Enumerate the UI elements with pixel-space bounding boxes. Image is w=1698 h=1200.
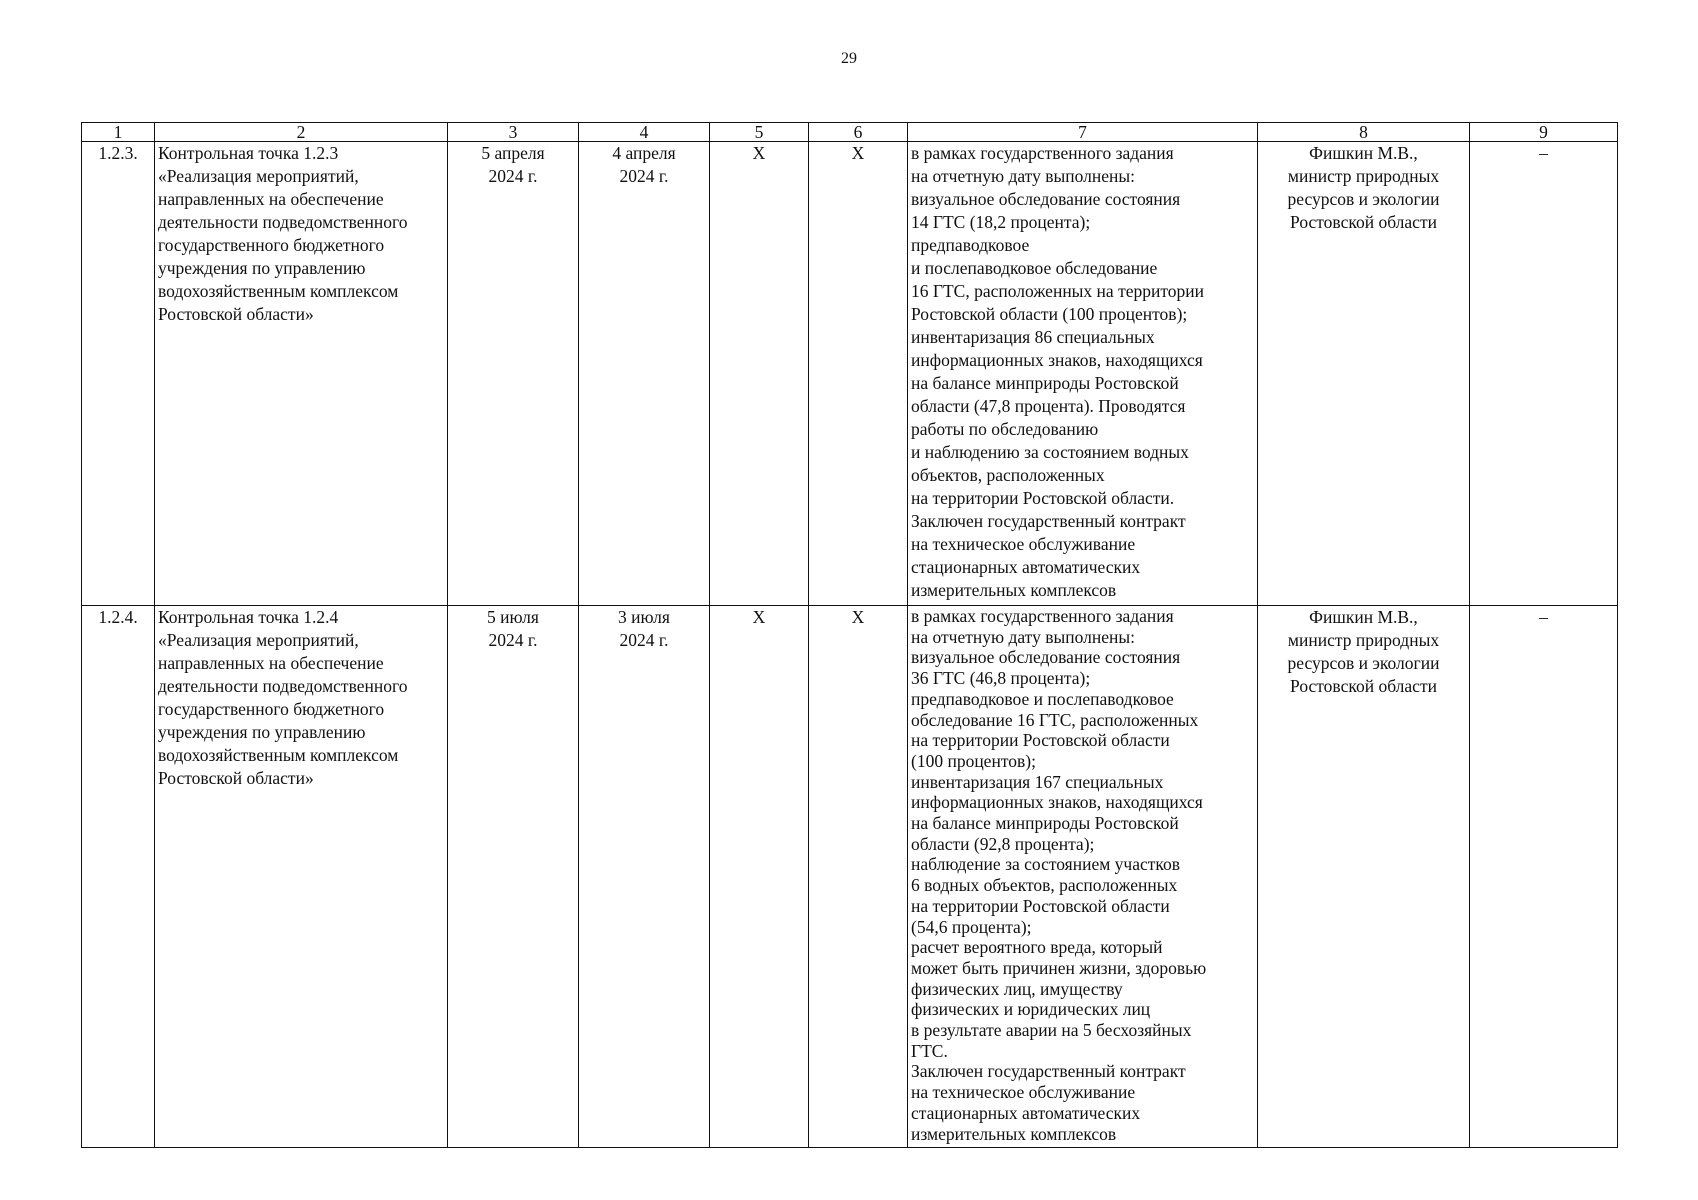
column-header-9: 9 bbox=[1470, 123, 1618, 142]
control-points-table bbox=[81, 122, 1618, 1148]
status-description: в рамках государственного задания на отчетную дату выполнены: визуальное обследование состояния 36 ГТС (46,8 процента); предпаводковое и послепаводковое обследование 16 ГТС, расположенных на территории Ростовской области (100 процентов); инвентаризация 167 специальных информационных знаков, находящихся на балансе минприроды Ростовской области (92,8 процента); наблюдение за состоянием участков 6 водных объектов, расположенных на территории Ростовской области (54,6 процента); расчет вероятного вреда, который может быть причинен жизни, здоровью физических лиц, имуществу физических и юридических лиц в результате аварии на 5 бесхозяйных ГТС. Заключен государственный контракт на техническое обслуживание стационарных автоматических измерительных комплексов bbox=[908, 606, 1258, 1148]
table-row bbox=[82, 142, 1618, 606]
responsible-person: Фишкин М.В., министр природных ресурсов и экологии Ростовской области bbox=[1258, 142, 1470, 606]
column-header-6: 6 bbox=[809, 123, 908, 142]
row-number: 1.2.4. bbox=[82, 606, 155, 1148]
actual-date: 4 апреля 2024 г. bbox=[579, 142, 710, 606]
control-point-name: Контрольная точка 1.2.3 «Реализация мероприятий, направленных на обеспечение деятельности подведомственного государственного бюджетного учреждения по управлению водохозяйственным комплексом Ростовской области» bbox=[155, 142, 448, 606]
column-header-5: 5 bbox=[710, 123, 809, 142]
column-5-value: X bbox=[710, 606, 809, 1148]
column-header-8: 8 bbox=[1258, 123, 1470, 142]
table-row bbox=[82, 606, 1618, 1148]
column-5-value: X bbox=[710, 142, 809, 606]
column-header-3: 3 bbox=[448, 123, 579, 142]
planned-date: 5 июля 2024 г. bbox=[448, 606, 579, 1148]
actual-date: 3 июля 2024 г. bbox=[579, 606, 710, 1148]
column-9-value: – bbox=[1470, 142, 1618, 606]
row-number: 1.2.3. bbox=[82, 142, 155, 606]
status-description: в рамках государственного задания на отчетную дату выполнены: визуальное обследование состояния 14 ГТС (18,2 процента); предпаводковое и послепаводковое обследование 16 ГТС, расположенных на территории Ростовской области (100 процентов); инвентаризация 86 специальных информационных знаков, находящихся на балансе минприроды Ростовской области (47,8 процента). Проводятся работы по обследованию и наблюдению за состоянием водных объектов, расположенных на территории Ростовской области. Заключен государственный контракт на техническое обслуживание стационарных автоматических измерительных комплексов bbox=[908, 142, 1258, 606]
column-6-value: X bbox=[809, 606, 908, 1148]
column-header-2: 2 bbox=[155, 123, 448, 142]
page-number: 29 bbox=[841, 50, 857, 67]
planned-date: 5 апреля 2024 г. bbox=[448, 142, 579, 606]
control-point-name: Контрольная точка 1.2.4 «Реализация мероприятий, направленных на обеспечение деятельности подведомственного государственного бюджетного учреждения по управлению водохозяйственным комплексом Ростовской области» bbox=[155, 606, 448, 1148]
column-6-value: X bbox=[809, 142, 908, 606]
column-header-7: 7 bbox=[908, 123, 1258, 142]
column-9-value: – bbox=[1470, 606, 1618, 1148]
responsible-person: Фишкин М.В., министр природных ресурсов и экологии Ростовской области bbox=[1258, 606, 1470, 1148]
column-header-1: 1 bbox=[82, 123, 155, 142]
column-header-4: 4 bbox=[579, 123, 710, 142]
table-header-row bbox=[82, 123, 1618, 142]
